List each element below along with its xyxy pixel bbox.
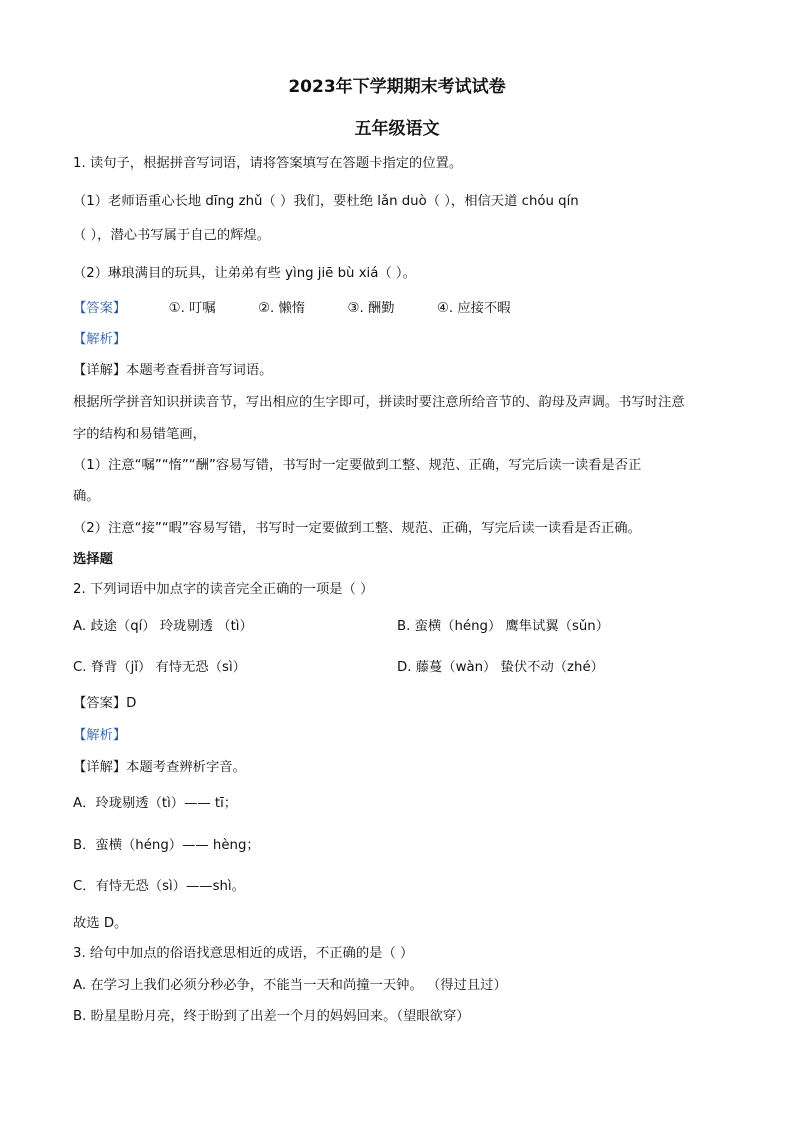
detail-heading: 【详解】本题考查看拼音写词语。 [73, 363, 273, 378]
exam-subtitle: 五年级语文 [354, 119, 440, 139]
option-c: C. 脊背（jǐ） 有恃无恐（sì） [73, 660, 246, 675]
answer-item: ②. 懒惰 [258, 301, 306, 316]
conclusion: 故选 D。 [73, 916, 128, 931]
explanation-line: （2）注意“接”“暇”容易写错，书写时一定要做到工整、规范、正确，写完后读一读看是否正确。 [73, 521, 641, 536]
question-3-stem: 3. 给句中加点的俗语找意思相近的成语，不正确的是（ ） [73, 946, 414, 961]
question-1-part2: （2）琳琅满目的玩具，让弟弟有些 yìng jiē bù xiá（ ）。 [73, 266, 416, 281]
section-heading: 选择题 [73, 552, 113, 567]
detail-heading: 【详解】本题考查辨析字音。 [73, 760, 246, 775]
option-a: A. 歧途（qí） 玲珑剔透 （tì） [73, 619, 253, 634]
explanation-line: B．蛮横（héng）—— hèng； [73, 838, 260, 853]
question-1-stem: 1. 读句子，根据拼音写词语，请将答案填写在答题卡指定的位置。 [73, 156, 463, 171]
question-2-answer: 【答案】D [73, 696, 137, 711]
analysis-tag: 【解析】 [73, 728, 127, 743]
answer-item: ①. 叮嘱 [168, 301, 216, 316]
answer-tag: 【答案】 [73, 301, 127, 316]
answer-item: ③. 酬勤 [347, 301, 395, 316]
explanation-line: A．玲珑剔透（tì）—— tī； [73, 796, 238, 811]
question-1-answer-row [73, 297, 511, 316]
explanation-line: （1）注意“嘱”“惰”“酬”容易写错，书写时一定要做到工整、规范、正确，写完后读一读看是否正 [73, 458, 642, 473]
question-1-part1-line2: （ ），潜心书写属于自己的辉煌。 [73, 228, 271, 243]
explanation-line: 根据所学拼音知识拼读音节，写出相应的生字即可，拼读时要注意所给音节的、韵母及声调。书写时注意 [73, 395, 685, 410]
question-2-stem: 2. 下列词语中加点字的读音完全正确的一项是（ ） [73, 582, 374, 597]
explanation-line: C．有恃无恐（sì）——shì。 [73, 879, 245, 894]
question-3-option-a: A. 在学习上我们必须分秒必争，不能当一天和尚撞一天钟。 （得过且过） [73, 978, 507, 993]
answer-item: ④. 应接不暇 [436, 301, 511, 316]
option-b: B. 蛮横（héng） 鹰隼试翼（sǔn） [397, 619, 610, 634]
explanation-line: 确。 [73, 489, 100, 504]
analysis-tag: 【解析】 [73, 332, 127, 347]
question-1-part1-line1: （1）老师语重心长地 dīng zhǔ（ ）我们，要杜绝 lǎn duò（ ），相信天道 chóu qín [73, 194, 579, 209]
exam-title: 2023年下学期期末考试试卷 [288, 77, 506, 97]
option-d: D. 藤蔓（wàn） 蛰伏不动（zhé） [397, 660, 604, 675]
explanation-line: 字的结构和易错笔画， [73, 427, 206, 442]
question-3-option-b: B. 盼星星盼月亮，终于盼到了出差一个月的妈妈回来。（望眼欲穿） [73, 1009, 470, 1024]
